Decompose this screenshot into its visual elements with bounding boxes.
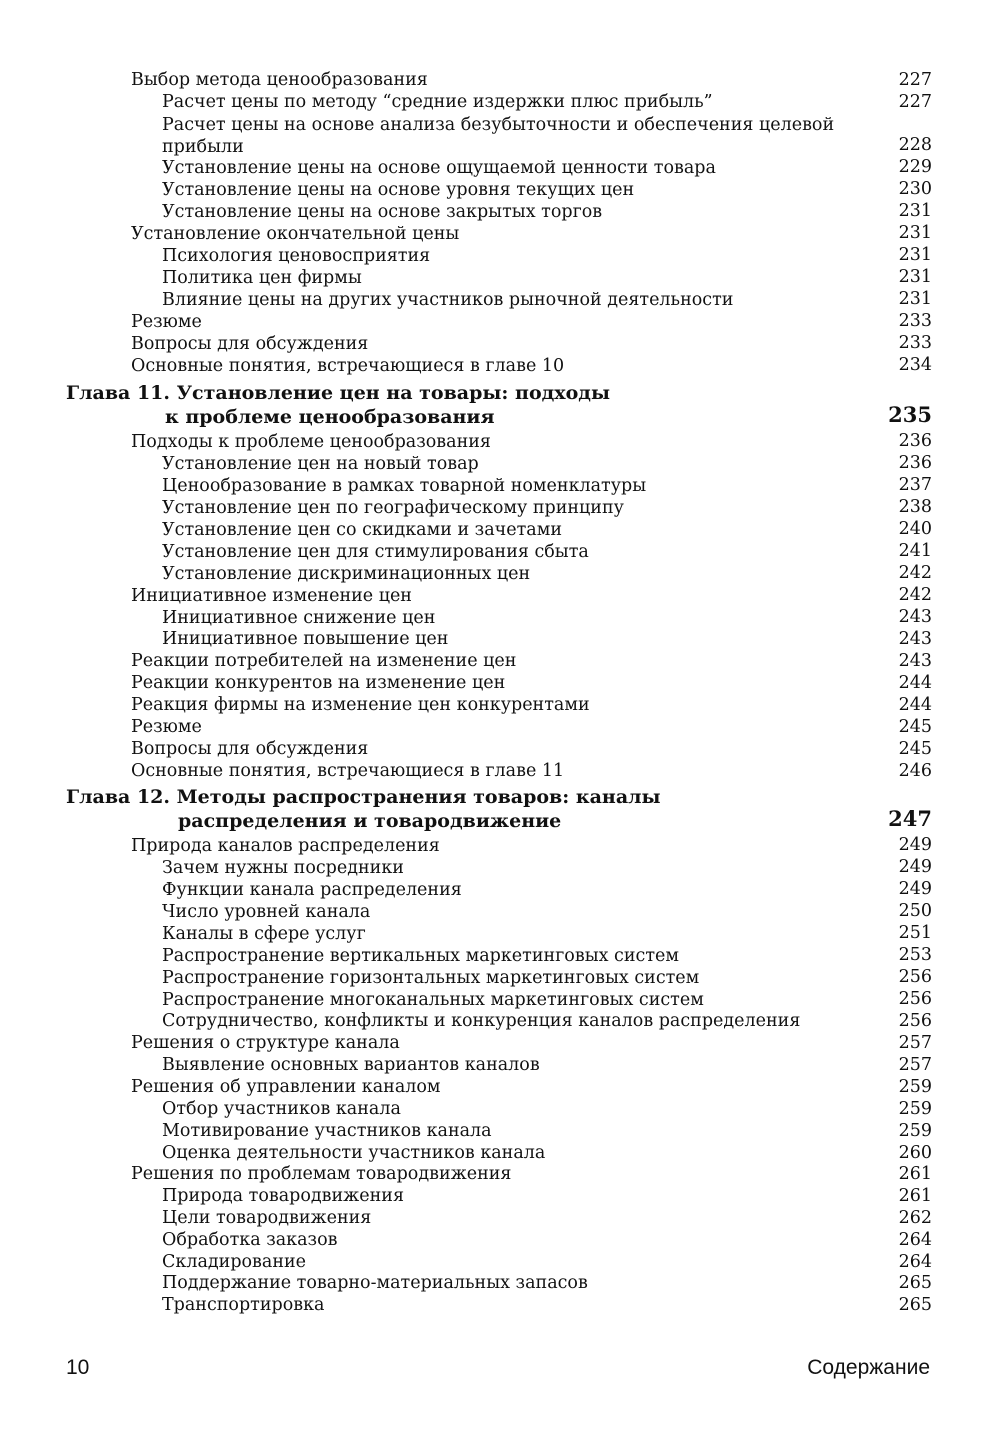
- toc-entry[interactable]: Резюме: [131, 717, 202, 737]
- toc-page-number: 261: [898, 1186, 932, 1206]
- toc-entry[interactable]: Установление цен по географическому принципу: [162, 498, 624, 518]
- toc-entry[interactable]: Распространение горизонтальных маркетинговых систем: [162, 968, 700, 988]
- page-number: 10: [66, 1356, 90, 1379]
- toc-page-number: 245: [898, 739, 932, 759]
- toc-page-number: 249: [898, 857, 932, 877]
- toc-entry[interactable]: Функции канала распределения: [162, 880, 462, 900]
- toc-entry[interactable]: Инициативное снижение цен: [162, 608, 436, 628]
- toc-page-number: 251: [898, 923, 932, 943]
- toc-page-number: 264: [898, 1230, 932, 1250]
- toc-entry[interactable]: Психология ценовосприятия: [162, 246, 431, 266]
- toc-page-number: 256: [898, 967, 932, 987]
- toc-page-number: 260: [898, 1143, 932, 1163]
- toc-page-number: 229: [898, 157, 932, 177]
- toc-entry[interactable]: Реакции конкурентов на изменение цен: [131, 673, 506, 693]
- toc-entry[interactable]: Вопросы для обсуждения: [131, 739, 369, 759]
- toc-entry[interactable]: Решения об управлении каналом: [131, 1077, 441, 1097]
- toc-entry[interactable]: Сотрудничество, конфликты и конкуренция каналов распределения: [162, 1011, 801, 1031]
- toc-page-number: 249: [898, 879, 932, 899]
- toc-entry[interactable]: Решения о структуре канала: [131, 1033, 400, 1053]
- toc-page-number: 261: [898, 1164, 932, 1184]
- chapter-heading-continued[interactable]: распределения и товародвижение: [178, 810, 562, 832]
- chapter-heading[interactable]: Глава 12. Методы распространения товаров: каналы: [66, 786, 661, 808]
- toc-page-number: 231: [898, 223, 932, 243]
- toc-entry[interactable]: Складирование: [162, 1252, 307, 1272]
- toc-entry[interactable]: Политика цен фирмы: [162, 268, 362, 288]
- toc-entry[interactable]: Инициативное изменение цен: [131, 586, 412, 606]
- toc-page-number: 236: [898, 453, 932, 473]
- running-footer-title: Содержание: [807, 1356, 930, 1379]
- toc-page-number: 257: [898, 1033, 932, 1053]
- toc-entry[interactable]: Подходы к проблеме ценообразования: [131, 432, 491, 452]
- toc-entry[interactable]: Выбор метода ценообразования: [131, 70, 428, 90]
- toc-entry[interactable]: Реакции потребителей на изменение цен: [131, 651, 517, 671]
- toc-page-number: 265: [898, 1295, 932, 1315]
- toc-page-number: 241: [898, 541, 932, 561]
- toc-page-number: 243: [898, 607, 932, 627]
- toc-entry[interactable]: Число уровней канала: [162, 902, 371, 922]
- toc-page-number: 244: [898, 695, 932, 715]
- toc-entry[interactable]: Поддержание товарно-материальных запасов: [162, 1273, 588, 1293]
- toc-page-number: 243: [898, 629, 932, 649]
- chapter-heading-continued[interactable]: к проблеме ценообразования: [165, 406, 495, 428]
- toc-page-number: 236: [898, 431, 932, 451]
- toc-page-number: 259: [898, 1121, 932, 1141]
- toc-page-number: 227: [898, 70, 932, 90]
- toc-page-number: 246: [898, 761, 932, 781]
- toc-entry[interactable]: Природа каналов распределения: [131, 836, 440, 856]
- toc-page-number: 253: [898, 945, 932, 965]
- chapter-heading[interactable]: Глава 11. Установление цен на товары: подходы: [66, 382, 611, 404]
- toc-entry[interactable]: Цели товародвижения: [162, 1208, 372, 1228]
- toc-page-number: 233: [898, 311, 932, 331]
- toc-entry[interactable]: Оценка деятельности участников канала: [162, 1143, 546, 1163]
- toc-page-number: 242: [898, 563, 932, 583]
- toc-page-number: 245: [898, 717, 932, 737]
- toc-entry[interactable]: Расчет цены по методу “средние издержки плюс прибыль”: [162, 92, 713, 112]
- toc-entry[interactable]: Установление цен со скидками и зачетами: [162, 520, 562, 540]
- toc-page-number: 250: [898, 901, 932, 921]
- toc-entry[interactable]: Вопросы для обсуждения: [131, 334, 369, 354]
- toc-entry[interactable]: Основные понятия, встречающиеся в главе 10: [131, 356, 565, 376]
- toc-entry[interactable]: Установление цены на основе уровня текущих цен: [162, 180, 635, 200]
- toc-entry[interactable]: Распространение вертикальных маркетинговых систем: [162, 946, 679, 966]
- toc-page-number: 259: [898, 1077, 932, 1097]
- toc-page-number: 244: [898, 673, 932, 693]
- toc-entry[interactable]: Реакция фирмы на изменение цен конкурентами: [131, 695, 590, 715]
- toc-page-number: 233: [898, 333, 932, 353]
- toc-entry[interactable]: Расчет цены на основе анализа безубыточности и обеспечения целевой: [162, 115, 835, 135]
- toc-page-number: 237: [898, 475, 932, 495]
- toc-page-number: 228: [898, 135, 932, 155]
- toc-entry[interactable]: Установление цены на основе закрытых торгов: [162, 202, 603, 222]
- toc-page-number: 227: [898, 92, 932, 112]
- toc-page-number: 231: [898, 267, 932, 287]
- toc-page-number: 256: [898, 1011, 932, 1031]
- toc-page-number: 264: [898, 1252, 932, 1272]
- toc-page-number: 231: [898, 245, 932, 265]
- toc-entry[interactable]: Отбор участников канала: [162, 1099, 401, 1119]
- chapter-page-number: 235: [888, 402, 932, 427]
- toc-entry[interactable]: Обработка заказов: [162, 1230, 338, 1250]
- toc-page-number: 238: [898, 497, 932, 517]
- toc-entry[interactable]: Инициативное повышение цен: [162, 629, 449, 649]
- toc-entry[interactable]: Ценообразование в рамках товарной номенклатуры: [162, 476, 647, 496]
- toc-page-number: 262: [898, 1208, 932, 1228]
- toc-entry[interactable]: Распространение многоканальных маркетинговых систем: [162, 990, 704, 1010]
- toc-page-number: 231: [898, 289, 932, 309]
- toc-page-number: 242: [898, 585, 932, 605]
- toc-page-number: 230: [898, 179, 932, 199]
- chapter-page-number: 247: [888, 806, 932, 831]
- toc-page-number: 240: [898, 519, 932, 539]
- toc-entry[interactable]: Установление окончательной цены: [131, 224, 460, 244]
- toc-entry[interactable]: Установление дискриминационных цен: [162, 564, 531, 584]
- toc-page-number: 257: [898, 1055, 932, 1075]
- toc-page-number: 231: [898, 201, 932, 221]
- toc-page-number: 243: [898, 651, 932, 671]
- toc-entry[interactable]: Каналы в сфере услуг: [162, 924, 366, 944]
- toc-entry[interactable]: Резюме: [131, 312, 202, 332]
- toc-entry[interactable]: Установление цен на новый товар: [162, 454, 479, 474]
- toc-page-number: 249: [898, 835, 932, 855]
- toc-page-number: 265: [898, 1273, 932, 1293]
- toc-entry[interactable]: Установление цены на основе ощущаемой ценности товара: [162, 158, 716, 178]
- toc-entry[interactable]: прибыли: [162, 137, 244, 157]
- toc-entry[interactable]: Выявление основных вариантов каналов: [162, 1055, 540, 1075]
- toc-entry[interactable]: Решения по проблемам товародвижения: [131, 1164, 512, 1184]
- toc-entry[interactable]: Мотивирование участников канала: [162, 1121, 492, 1141]
- toc-page-number: 259: [898, 1099, 932, 1119]
- toc-page-number: 234: [898, 355, 932, 375]
- toc-entry[interactable]: Влияние цены на других участников рыночной деятельности: [162, 290, 734, 310]
- toc-entry[interactable]: Природа товародвижения: [162, 1186, 404, 1206]
- toc-page-number: 256: [898, 989, 932, 1009]
- toc-entry[interactable]: Зачем нужны посредники: [162, 858, 404, 878]
- toc-entry[interactable]: Установление цен для стимулирования сбыта: [162, 542, 589, 562]
- toc-entry[interactable]: Основные понятия, встречающиеся в главе 11: [131, 761, 565, 781]
- toc-entry[interactable]: Транспортировка: [162, 1295, 325, 1315]
